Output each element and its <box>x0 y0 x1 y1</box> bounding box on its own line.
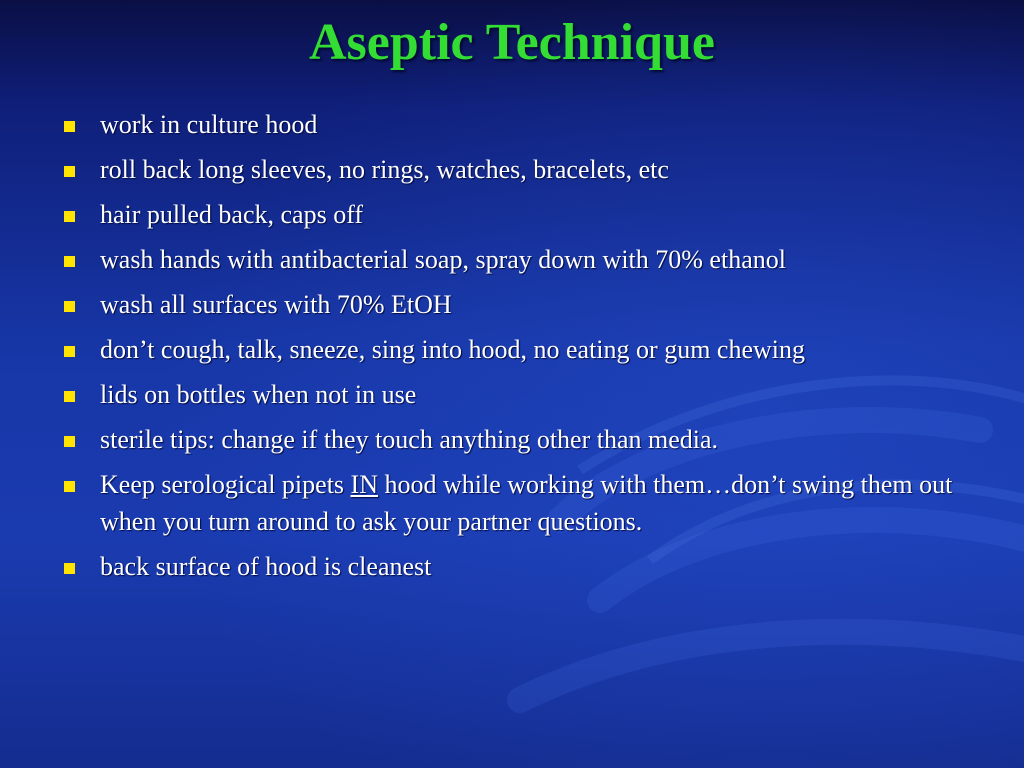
bullet-text: roll back long sleeves, no rings, watches, bracelets, etc <box>100 155 669 184</box>
bullet-text <box>100 470 952 536</box>
bullet-item <box>62 197 982 234</box>
square-bullet-icon <box>64 211 75 222</box>
square-bullet-icon <box>64 481 75 492</box>
bullet-text: sterile tips: change if they touch anything other than media. <box>100 425 719 454</box>
bullet-text: lids on bottles when not in use <box>100 380 417 409</box>
slide-title: Aseptic Technique <box>309 14 715 71</box>
square-bullet-icon <box>64 256 75 267</box>
bullet-item <box>62 467 982 540</box>
bullet-item <box>62 332 982 369</box>
square-bullet-icon <box>64 301 75 312</box>
bullet-item <box>62 242 982 279</box>
bullet-item <box>62 422 982 459</box>
bullet-item <box>62 152 982 189</box>
bullet-text: back surface of hood is cleanest <box>100 551 432 581</box>
square-bullet-icon <box>64 346 75 357</box>
bullet-item <box>62 377 982 414</box>
bullet-text-post: hood while working with them…don’t swing them out when you turn around to ask your partner questions. <box>100 470 953 536</box>
bullet-text: hair pulled back, caps off <box>100 200 364 229</box>
bullet-list <box>62 107 982 594</box>
square-bullet-icon <box>64 121 75 132</box>
square-bullet-icon <box>64 436 75 447</box>
bullet-text: wash hands with antibacterial soap, spray down with 70% ethanol <box>100 245 786 274</box>
bullet-item <box>62 287 982 324</box>
bullet-text-pre: Keep serological pipets <box>100 470 351 499</box>
bullet-item <box>62 549 982 586</box>
square-bullet-icon <box>64 563 75 574</box>
bullet-text: wash all surfaces with 70% EtOH <box>100 290 452 319</box>
bullet-item <box>62 107 982 144</box>
bullet-text-emphasis: IN <box>350 470 378 499</box>
bullet-text: don’t cough, talk, sneeze, sing into hood, no eating or gum chewing <box>100 335 805 364</box>
bullet-text: work in culture hood <box>100 110 318 139</box>
square-bullet-icon <box>64 391 75 402</box>
square-bullet-icon <box>64 166 75 177</box>
